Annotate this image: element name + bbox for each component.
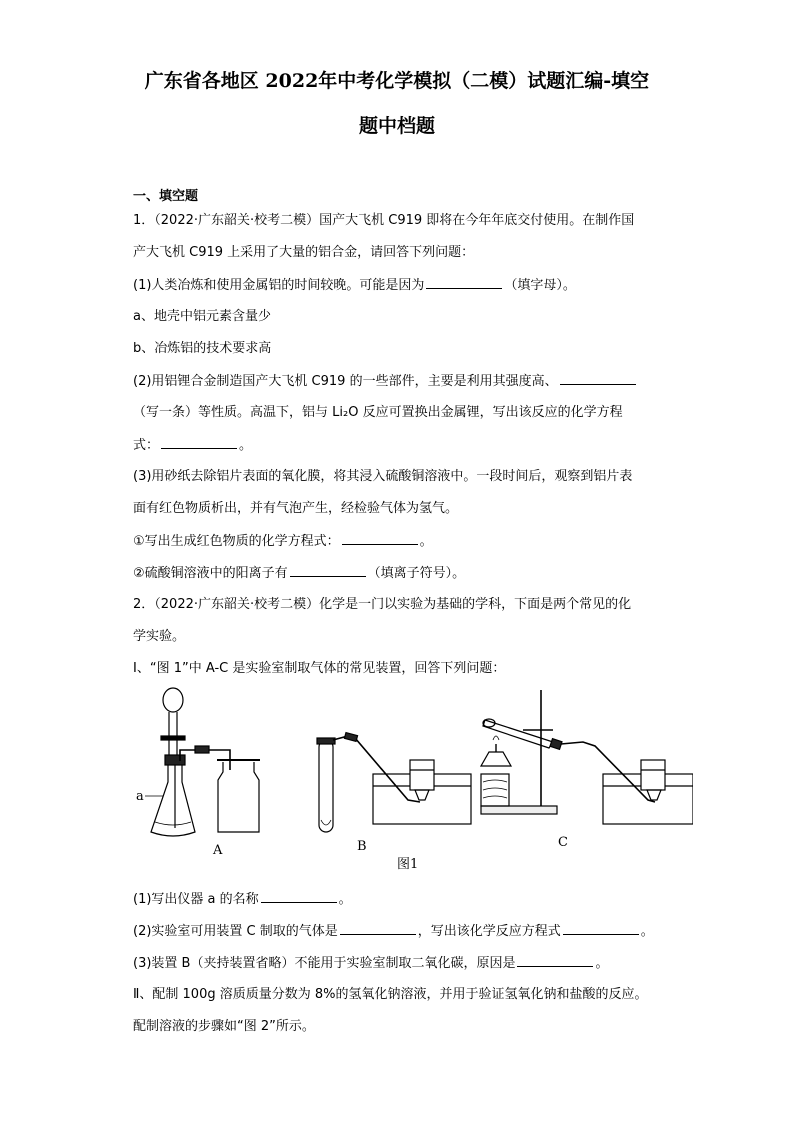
question-2-line: 学实验。: [133, 629, 186, 644]
question-2-part-II: Ⅱ、配制 100g 溶质质量分数为 8%的氢氧化钠溶液，并用于验证氢氧化钠和盐酸的反应。: [133, 987, 648, 1002]
page-title-line-2: 题中档题: [358, 115, 435, 137]
question-1-sub-2: [133, 564, 465, 583]
question-text: 。: [419, 534, 433, 549]
answer-blank[interactable]: [340, 922, 416, 935]
question-text: 式：: [133, 438, 160, 453]
question-1-equation-line: [133, 436, 252, 455]
question-1-part-3: (3)用砂纸去除铝片表面的氧化膜，将其浸入硫酸铜溶液中。一段时间后，观察到铝片表: [133, 469, 633, 484]
question-text: (3)装置 B（夹持装置省略）不能用于实验室制取二氧化碳，原因是: [133, 956, 516, 971]
answer-blank[interactable]: [290, 564, 366, 577]
separatory-funnel-icon: [163, 688, 183, 712]
question-text: (2)用铝锂合金制造国产大飞机 C919 的一些部件，主要是利用其强度高、: [133, 374, 558, 389]
question-text: （填离子符号）。: [367, 566, 466, 581]
question-1-line: 面有红色物质析出，并有气泡产生，经检验气体为氢气。: [133, 501, 459, 516]
question-text: 。: [595, 956, 609, 971]
wooden-block-icon: [481, 774, 509, 806]
question-1-sub-1: [133, 532, 433, 551]
label-A: A: [213, 843, 223, 858]
question-text: ①写出生成红色物质的化学方程式：: [133, 534, 340, 549]
question-2-line: 2．（2022·广东韶关·校考二模）化学是一门以实验为基础的学科，下面是两个常见的化: [133, 597, 632, 612]
question-2-part-3: [133, 954, 608, 973]
question-2-part-2: [133, 922, 654, 941]
question-text: (1)人类冶炼和使用金属铝的时间较晚。可能是因为: [133, 278, 425, 293]
page-title-line-1: 广东省各地区 2022年中考化学模拟（二模）试题汇编-填空: [144, 70, 650, 92]
answer-blank[interactable]: [517, 954, 593, 967]
question-text: (2)实验室可用装置 C 制取的气体是: [133, 924, 338, 939]
question-2-line: 配制溶液的步骤如“图 2”所示。: [133, 1019, 315, 1034]
section-heading: 一、填空题: [133, 189, 199, 204]
heated-test-tube-icon: [483, 720, 553, 748]
question-2-part-I: I、“图 1”中 A-C 是实验室制取气体的常见装置，回答下列问题：: [133, 661, 506, 676]
option-b: b、冶炼铝的技术要求高: [133, 341, 272, 356]
answer-blank[interactable]: [342, 532, 418, 545]
alcohol-lamp-icon: [481, 752, 511, 766]
test-tube-icon: [319, 740, 333, 832]
figure-caption: 图1: [397, 857, 419, 872]
question-1-line: （写一条）等性质。高温下，铝与 Li₂O 反应可置换出金属锂，写出该反应的化学方程: [133, 405, 623, 420]
answer-blank[interactable]: [161, 436, 237, 449]
question-2-part-1: [133, 890, 352, 909]
answer-blank[interactable]: [261, 890, 337, 903]
lab-apparatus-diagram: [133, 682, 693, 882]
question-text: ，写出该化学反应方程式: [417, 924, 561, 939]
answer-blank[interactable]: [563, 922, 639, 935]
label-C: C: [558, 835, 568, 850]
question-text: （填字母）。: [504, 278, 576, 293]
question-text: ②硫酸铜溶液中的阳离子有: [133, 566, 288, 581]
question-text: 。: [338, 892, 352, 907]
question-text: 。: [239, 438, 253, 453]
answer-blank[interactable]: [426, 276, 502, 289]
question-1-line: 产大飞机 C919 上采用了大量的铝合金，请回答下列问题：: [133, 245, 475, 260]
label-a: a: [136, 789, 144, 804]
question-text: (1)写出仪器 a 的名称: [133, 892, 259, 907]
rubber-stopper-icon: [165, 755, 185, 765]
question-text: 。: [640, 924, 654, 939]
question-1-part-1: [133, 276, 576, 295]
option-a: a、地壳中铝元素含量少: [133, 309, 271, 324]
label-B: B: [357, 839, 367, 854]
answer-blank[interactable]: [560, 372, 636, 385]
question-1-part-2: [133, 372, 638, 391]
figure-1-apparatus: [133, 682, 693, 882]
question-1-line: 1．（2022·广东韶关·校考二模）国产大飞机 C919 即将在今年年底交付使用。在制作国: [133, 213, 635, 228]
gas-collection-bottle-icon: [218, 762, 259, 832]
